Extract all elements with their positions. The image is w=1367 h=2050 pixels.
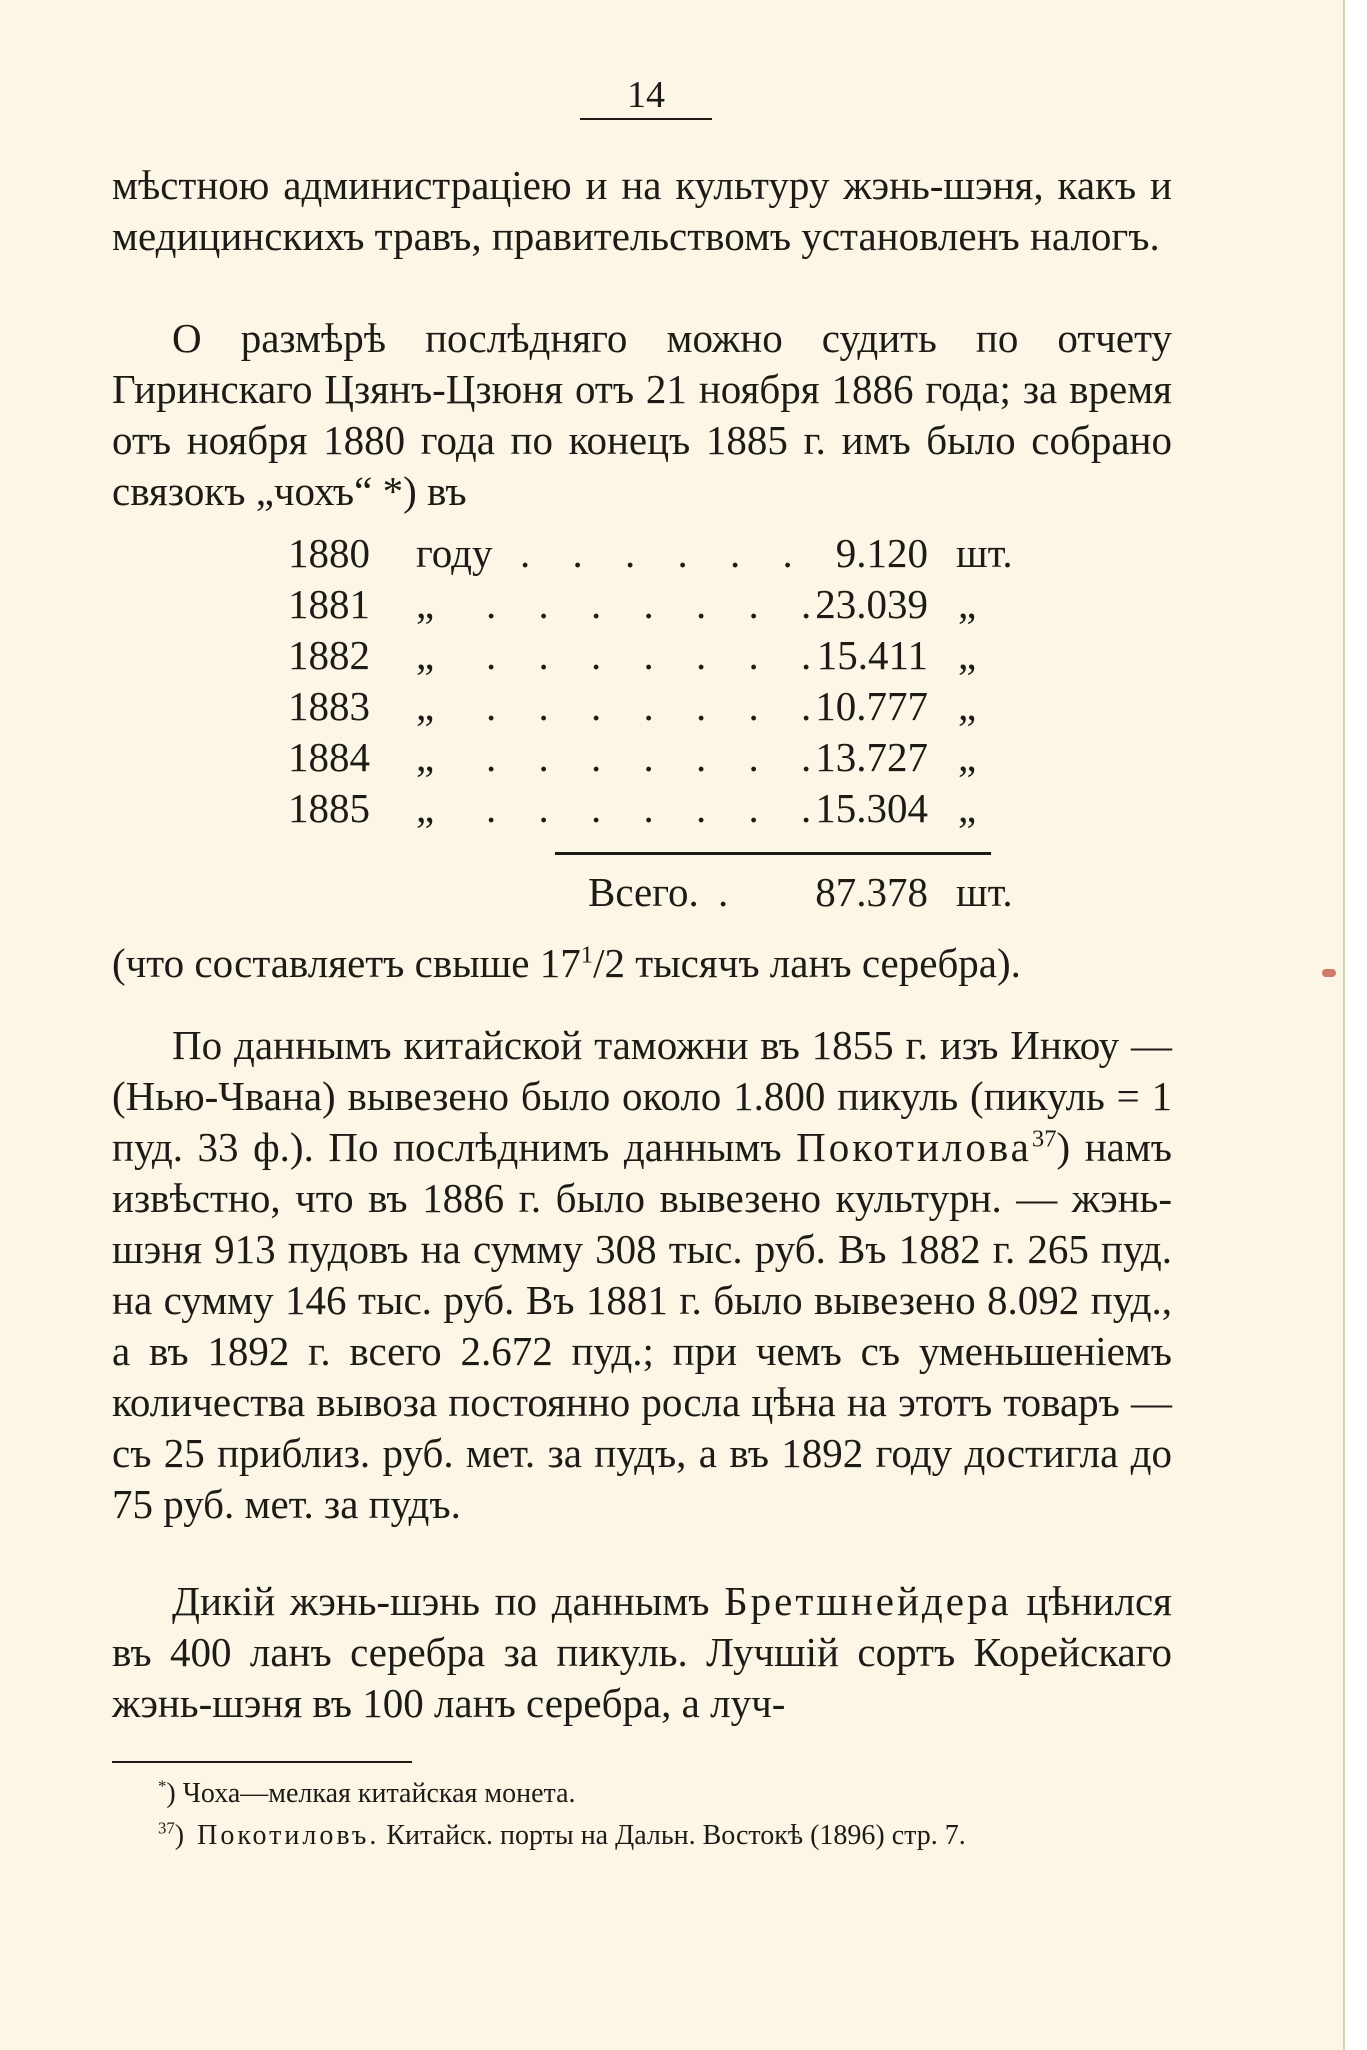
total-dot: . (718, 869, 729, 915)
table-dots: . . . . . . . (486, 632, 828, 678)
page-number: 14 (580, 72, 712, 120)
paragraph-5-part-2: цѣнился въ 400 ланъ серебра за пикуль. Лучшій сортъ Корейскаго жэнь-шэня въ 100 ланъ серебра, а луч- (112, 1578, 1172, 1726)
collection-table (288, 528, 1013, 834)
table-year: 1884 (288, 734, 370, 780)
table-dots: . . . . . . . (486, 683, 828, 729)
paragraph-3-before: (что составляетъ свыше 17 (112, 940, 581, 986)
table-unit: „ (958, 734, 977, 780)
table-label: „ (416, 734, 435, 780)
paragraph-4 (112, 1020, 1172, 1530)
paragraph-5 (112, 1576, 1172, 1729)
table-sum-rule (555, 852, 991, 855)
table-unit: „ (958, 785, 977, 831)
table-label: „ (416, 632, 435, 678)
table-year: 1883 (288, 683, 370, 729)
table-label: „ (416, 683, 435, 729)
table-value: 9.120 (835, 530, 928, 576)
footnote-mark: 37 (158, 1818, 175, 1838)
table-row (288, 528, 1013, 579)
table-unit: „ (958, 632, 977, 678)
total-label: Всего. (588, 869, 699, 915)
table-value: 15.411 (816, 632, 928, 678)
footnote-author: ) Покотиловъ. (174, 1820, 380, 1851)
table-row (288, 579, 1008, 630)
table-row (288, 783, 1008, 834)
table-row (288, 630, 1008, 681)
table-row (288, 681, 1008, 732)
table-unit: „ (958, 683, 977, 729)
total-value: 87.378 (815, 869, 928, 915)
footnote-mark: * (158, 1776, 167, 1796)
table-unit: шт. (956, 530, 1013, 576)
table-year: 1882 (288, 632, 370, 678)
table-dots: . . . . . . . (486, 785, 828, 831)
paragraph-3-after: /2 тысячъ ланъ серебра). (593, 940, 1021, 986)
table-value: 13.727 (815, 734, 928, 780)
footnote-2 (158, 1818, 1168, 1854)
table-unit: „ (958, 581, 977, 627)
table-row (288, 732, 1008, 783)
paragraph-4-part-2: ) намъ извѣстно, что въ 1886 г. было вывезено культурн. — жэнь-шэня 913 пудовъ на сумму 308 тыс. руб. Въ 1882 г. 265 пуд. на сумму 146 тыс. руб. Въ 1881 г. было вывезено 8.092 пуд., а въ 1892 г. всего 2.672 пуд.; при чемъ съ уменьшеніемъ количества вывоза постоянно росла цѣна на этотъ товаръ — съ 25 приблиз. руб. мет. за пудъ, а въ 1892 году достигла до 75 руб. мет. за пудъ. (112, 1124, 1172, 1527)
table-year: 1880 (288, 530, 370, 576)
footnote-text: ) Чоха—мелкая китайская монета. (166, 1778, 576, 1809)
footnote-rule (112, 1761, 412, 1763)
table-value: 10.777 (815, 683, 928, 729)
table-dots: . . . . . . (520, 530, 809, 576)
author-pokotilov: Покотилова (796, 1124, 1032, 1170)
table-year: 1881 (288, 581, 370, 627)
total-unit: шт. (956, 869, 1013, 915)
author-bretschneider: Бретшнейдера (724, 1578, 1012, 1624)
table-dots: . . . . . . . (486, 734, 828, 780)
table-year: 1885 (288, 785, 370, 831)
table-label: году (416, 530, 493, 576)
table-total-row (288, 867, 1013, 918)
paragraph-2: О размѣрѣ послѣдняго можно судить по отчету Гиринскаго Цзянъ-Цзюня отъ 21 ноября 1886 года; за время отъ ноября 1880 года по конецъ 1885 г. имъ было собрано связокъ „чохъ“ *) въ (112, 315, 1172, 514)
table-dots: . . . . . . . (486, 581, 828, 627)
table-value: 23.039 (815, 581, 928, 627)
paragraph-3 (112, 938, 1172, 989)
footnote-ref-37: 37 (1031, 1125, 1057, 1153)
margin-mark (1322, 969, 1336, 977)
paragraph-1: мѣстною администраціею и на культуру жэнь-шэня, какъ и медицинскихъ травъ, правительствомъ установленъ налогъ. (112, 162, 1172, 259)
paragraph-5-part-1: Дикій жэнь-шэнь по даннымъ (172, 1578, 725, 1624)
fraction-numerator: 1 (580, 941, 594, 969)
table-label: „ (416, 581, 435, 627)
paragraph-4-part-1: По даннымъ китайской таможни въ 1855 г. изъ Инкоу — (Нью-Чвана) вывезено было около 1.800 пикуль (пикуль = 1 пуд. 33 ф.). По послѣднимъ даннымъ (112, 1022, 1172, 1170)
footnote-text: Китайск. порты на Дальн. Востокѣ (1896) стр. 7. (379, 1820, 966, 1851)
table-label: „ (416, 785, 435, 831)
table-value: 15.304 (815, 785, 928, 831)
footnote-1 (158, 1776, 1168, 1812)
